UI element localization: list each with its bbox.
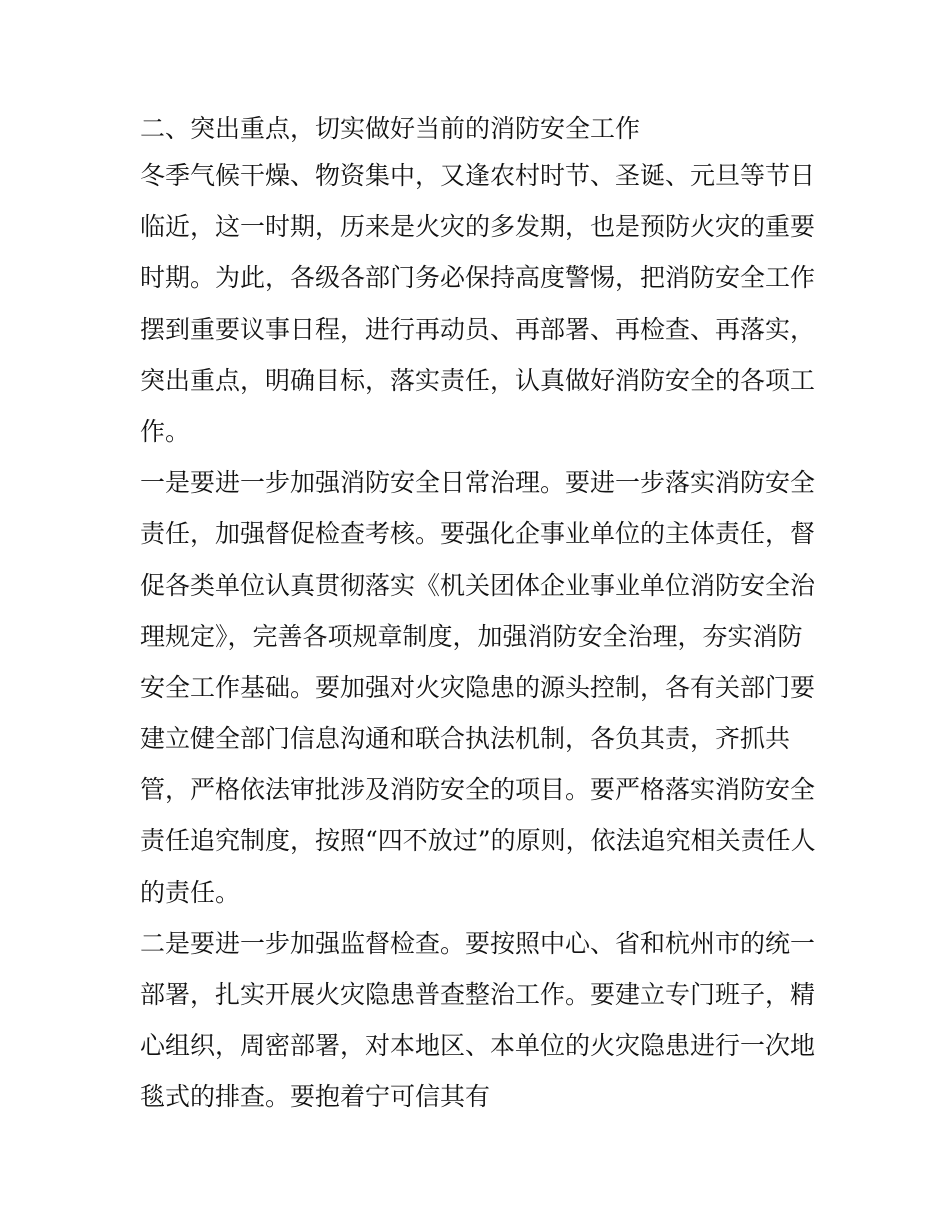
text-line: 冬季气候干燥、物资集中，又逢农村时节、圣诞、元旦等节日 xyxy=(140,161,816,190)
text-line: 责任追究制度，按照“四不放过”的原则，依法追究相关责任人 xyxy=(140,826,816,856)
text-line: 责任，加强督促检查考核。要强化企事业单位的主体责任，督 xyxy=(140,519,816,549)
paragraph-2 xyxy=(140,457,820,918)
text-line: 突出重点，明确目标，落实责任，认真做好消防安全的各项工 xyxy=(140,365,816,395)
text-line: 时期。为此，各级各部门务必保持高度警惕，把消防安全工作 xyxy=(140,263,816,293)
document-body xyxy=(140,108,820,1123)
text-line: 促各类单位认真贯彻落实《机关团体企业事业单位消防安全治 xyxy=(140,570,816,600)
text-line: 一是要进一步加强消防安全日常治理。要进一步落实消防安全 xyxy=(140,468,816,498)
text-line: 二是要进一步加强监督检查。要按照中心、省和杭州市的统一 xyxy=(140,928,816,958)
text-line: 部署，扎实开展火灾隐患普查整治工作。要建立专门班子，精 xyxy=(140,980,816,1009)
section-heading: 二、突出重点，切实做好当前的消防安全工作 xyxy=(140,114,641,143)
text-line: 毯式的排查。要抱着宁可信其有 xyxy=(140,1082,491,1112)
text-line: 作。 xyxy=(140,416,191,446)
text-line: 理规定》，完善各项规章制度，加强消防安全治理，夯实消防 xyxy=(140,621,803,651)
text-line: 安全工作基础。要加强对火灾隐患的源头控制，各有关部门要 xyxy=(140,672,816,702)
text-line: 管，严格依法审批涉及消防安全的项目。要严格落实消防安全 xyxy=(140,775,816,805)
text-line: 建立健全部门信息沟通和联合执法机制，各负其责，齐抓共 xyxy=(140,724,791,754)
text-line: 临近，这一时期，历来是火灾的多发期，也是预防火灾的重要 xyxy=(140,212,816,242)
text-line: 心组织，周密部署，对本地区、本单位的火灾隐患进行一次地 xyxy=(140,1031,816,1061)
paragraph-3 xyxy=(140,918,820,1123)
text-line: 摆到重要议事日程，进行再动员、再部署、再检查、再落实， xyxy=(140,314,816,344)
text-line: 的责任。 xyxy=(140,877,241,907)
paragraph-1 xyxy=(140,150,820,457)
